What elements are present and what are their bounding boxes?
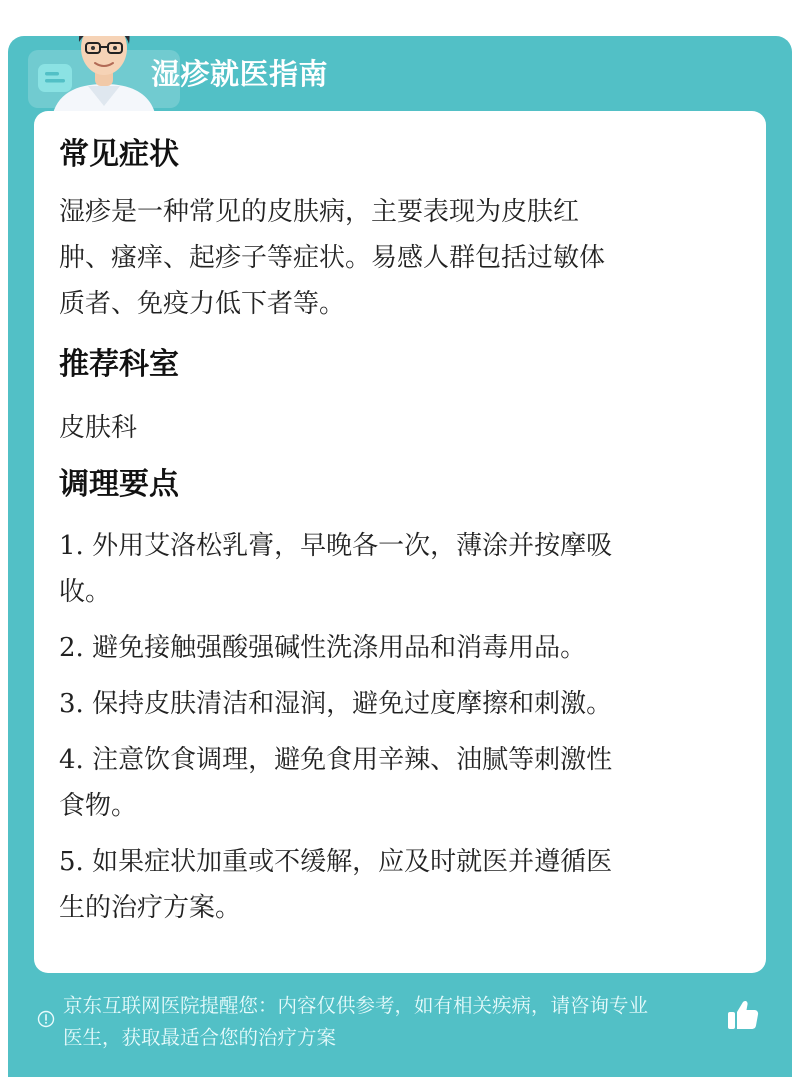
tip-number: 4. [59,745,84,775]
department-title: 推荐科室 [59,347,179,382]
care-title: 调理要点 [59,467,179,502]
guide-panel [8,36,792,1077]
care-tip [59,625,739,671]
content-card [34,111,766,973]
care-tip [59,737,739,829]
disclaimer-line: 医生，获取最适合您的治疗方案 [63,1026,337,1049]
tip-text: 保持皮肤清洁和湿润，避免过度摩擦和刺激。 [92,689,613,719]
tip-number: 3. [59,689,84,719]
disclaimer-footer [8,988,792,1077]
care-tip [59,523,739,615]
symptoms-text [59,189,739,327]
symptoms-line: 湿疹是一种常见的皮肤病，主要表现为皮肤红 [59,197,580,227]
tip-text: 如果症状加重或不缓解，应及时就医并遵循医 [92,847,613,877]
tip-text: 收。 [59,577,112,607]
care-tip [59,681,739,727]
care-tip-list [59,523,739,931]
tip-number: 2. [59,633,84,663]
symptoms-line: 肿、瘙痒、起疹子等症状。易感人群包括过敏体 [59,243,606,273]
tip-number: 1. [59,531,84,561]
department-value: 皮肤科 [59,413,138,443]
tip-text: 注意饮食调理，避免食用辛辣、油腻等刺激性 [92,745,613,775]
tip-text: 生的治疗方案。 [59,893,242,923]
card-content [59,133,739,931]
doctor-avatar [48,36,160,118]
symptoms-line: 质者、免疫力低下者等。 [59,289,346,319]
tip-text: 避免接触强酸强碱性洗涤用品和消毒用品。 [92,633,587,663]
symptoms-title: 常见症状 [59,137,179,172]
tip-number: 5. [59,847,84,877]
thumbs-up-icon[interactable] [726,998,760,1032]
tip-text: 食物。 [59,791,138,821]
page-title: 湿疹就医指南 [151,57,329,91]
disclaimer-text [63,990,731,1054]
disclaimer-line: 京东互联网医院提醒您：内容仅供参考，如有相关疾病，请咨询专业 [63,994,649,1017]
tip-text: 外用艾洛松乳膏，早晚各一次，薄涂并按摩吸 [92,531,613,561]
info-icon [37,1010,55,1028]
care-tip [59,839,739,931]
